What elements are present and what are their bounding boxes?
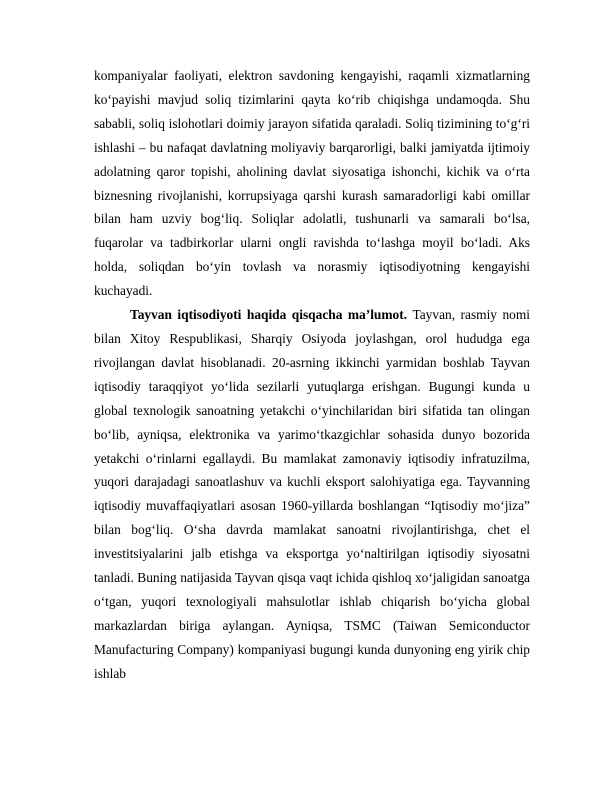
- paragraph-tayvan-iqtisodiyoti: [94, 303, 530, 686]
- section-heading-inline: Tayvan iqtisodiyoti haqida qisqacha ma’lumot.: [130, 307, 413, 323]
- document-page: [94, 64, 530, 686]
- paragraph-text: kompaniyalar faoliyati, elektron savdoning kengayishi, raqamli xizmatlarning ko‘payishi mavjud soliq tizimlarini qayta ko‘rib chiqishga undamoqda. Shu sababli, soliq islohotlari doimiy jarayon sifatida qaraladi. Soliq tizimining to‘g‘ri ishlashi – bu nafaqat davlatning moliyaviy barqarorligi, balki jamiyatda ijtimoiy adolatning qaror topishi, aholining davlat siyosatiga ishonchi, kichik va o‘rta biznesning rivojlanishi, korrupsiyaga qarshi kurash samaradorligi kabi omillar bilan ham uzviy bog‘liq. Soliqlar adolatli, tushunarli va samarali bo‘lsa, fuqarolar va tadbirkorlar ularni ongli ravishda to‘lashga moyil bo‘ladi. Aks holda, soliqdan bo‘yin tovlash va norasmiy iqtisodiyotning kengayishi kuchayadi.: [94, 68, 530, 299]
- paragraph-text: Tayvan, rasmiy nomi bilan Xitoy Respublikasi, Sharqiy Osiyoda joylashgan, orol hududga ega rivojlangan davlat hisoblanadi. 20-asrning ikkinchi yarmidan boshlab Tayvan iqtisodiy taraqqiyot yo‘lida sezilarli yutuqlarga erishgan. Bugungi kunda u global texnologik sanoatning yetakchi o‘yinchilaridan biri sifatida tan olingan bo‘lib, ayniqsa, elektronika va yarimo‘tkazgichlar sohasida dunyo bozorida yetakchi o‘rinlarni egallaydi. Bu mamlakat zamonaviy iqtisodiy infratuzilma, yuqori darajadagi sanoatlashuv va kuchli eksport salohiyatiga ega. Tayvanning iqtisodiy muvaffaqiyatlari asosan 1960-yillarda boshlangan “Iqtisodiy mo‘jiza” bilan bog‘liq. O‘sha davrda mamlakat sanoatni rivojlantirishga, chet el investitsiyalarini jalb etishga va eksportga yo‘naltirilgan iqtisodiy siyosatni tanladi. Buning natijasida Tayvan qisqa vaqt ichida qishloq xo‘jaligidan sanoatga o‘tgan, yuqori texnologiyali mahsulotlar ishlab chiqarish bo‘yicha global markazlardan biriga aylangan. Ayniqsa, TSMC (Taiwan Semiconductor Manufacturing Company) kompaniyasi bugungi kunda dunyoning eng yirik chip ishlab: [94, 307, 530, 681]
- paragraph-soliq-tizimi: [94, 64, 530, 303]
